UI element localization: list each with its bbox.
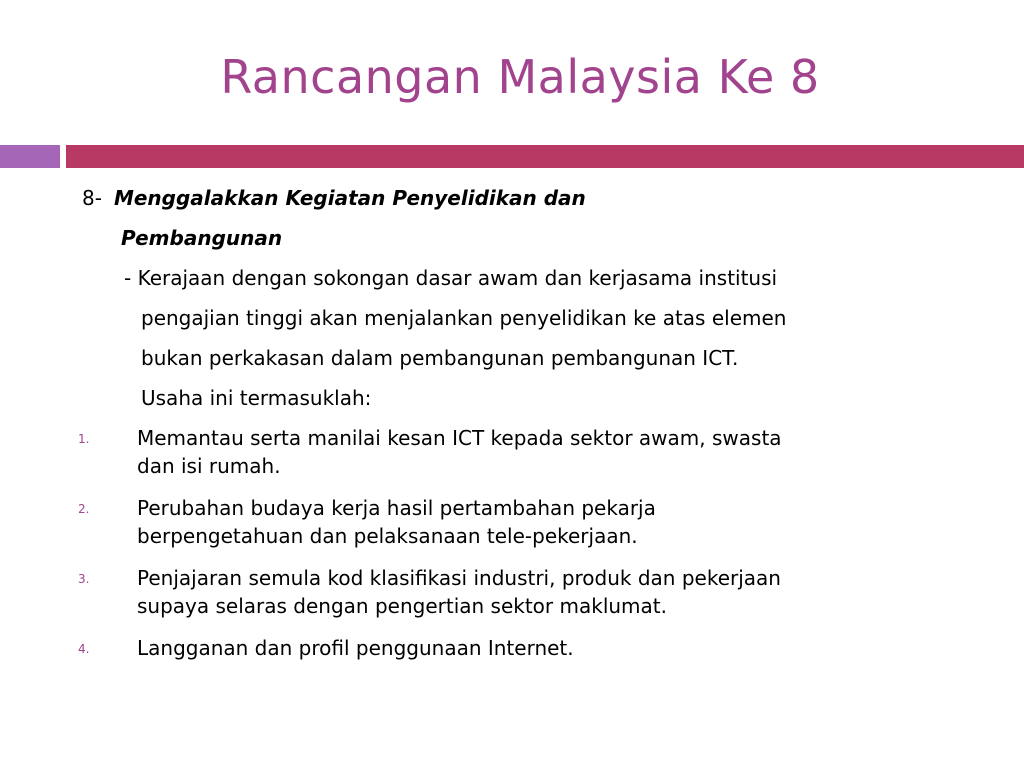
list-item-3-line2: supaya selaras dengan pengertian sektor maklumat. [137, 594, 667, 618]
slide-title: Rancangan Malaysia Ke 8 [220, 50, 820, 104]
section-heading-line2: Pembangunan [121, 226, 283, 250]
body-line-2: pengajian tinggi akan menjalankan penyelidikan ke atas elemen [141, 306, 787, 330]
list-item-1-line1: Memantau serta manilai kesan ICT kepada sektor awam, swasta [137, 426, 782, 450]
body-line-4: Usaha ini termasuklah: [141, 386, 372, 410]
list-item-2-line2: berpengetahuan dan pelaksanaan tele-pekerjaan. [137, 524, 638, 548]
list-number-4: 4. [78, 642, 90, 656]
section-number: 8- [82, 186, 102, 210]
list-item-2-line1: Perubahan budaya kerja hasil pertambahan pekarja [137, 496, 656, 520]
list-item-1-line2: dan isi rumah. [137, 454, 281, 478]
list-item-3-line1: Penjajaran semula kod klasifikasi industri, produk dan pekerjaan [137, 566, 781, 590]
list-number-3: 3. [78, 572, 90, 586]
body-line-1: - Kerajaan dengan sokongan dasar awam dan kerjasama institusi [124, 266, 778, 290]
section-heading [82, 185, 586, 211]
list-number-2: 2. [78, 502, 90, 516]
list-item-4-line1: Langganan dan profil penggunaan Internet. [137, 636, 574, 660]
body-line-3: bukan perkakasan dalam pembangunan pembangunan ICT. [141, 346, 739, 370]
list-number-1: 1. [78, 432, 90, 446]
section-heading-line1: Menggalakkan Kegiatan Penyelidikan dan [113, 186, 586, 210]
